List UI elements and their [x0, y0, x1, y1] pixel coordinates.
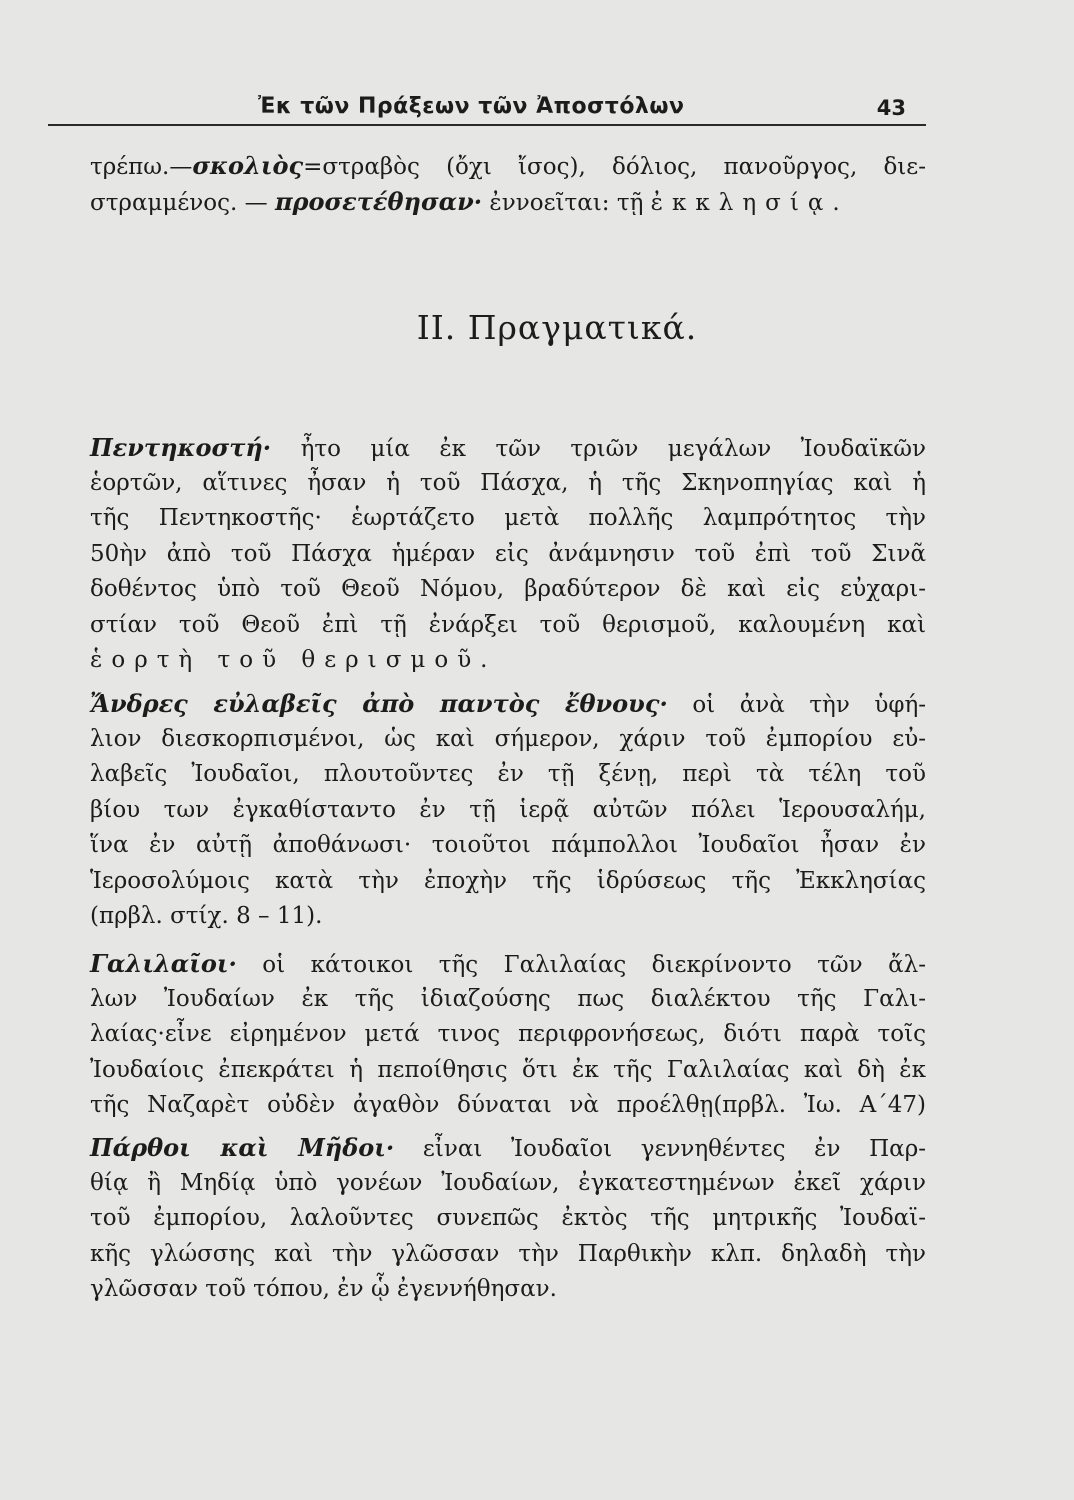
running-title: Ἐκ τῶν Πράξεων τῶν Ἀποστόλων [258, 94, 685, 119]
text-line [90, 686, 926, 722]
text-line: Ἰουδαίοις ἐπεκράτει ἡ πεποίθησις ὅτι ἐκ τῆς Γαλιλαίας καὶ δὴ ἐκ [90, 1056, 926, 1083]
text-line: τῆς Πεντηκοστῆς· ἑωρτάζετο μετὰ πολλῆς λαμπρότητος τὴν [90, 505, 926, 531]
text-line: ἵνα ἐν αὐτῇ ἀποθάνωσι· τοιοῦτοι πάμπολλοι Ἰουδαῖοι ἦσαν ἐν [90, 832, 926, 858]
text-line: λιον διεσκορπισμένοι, ὡς καὶ σήμερον, χάριν τοῦ ἐμπορίου εὐ- [90, 725, 926, 752]
text-line [90, 148, 926, 184]
text-line: ἑορτὴ τοῦ θερισμοῦ. [90, 647, 497, 673]
text-line: στίαν τοῦ Θεοῦ ἐπὶ τῇ ἐνάρξει τοῦ θερισμοῦ, καλουμένη καὶ [90, 611, 926, 638]
text-line: ἑορτῶν, αἵτινες ἦσαν ἡ τοῦ Πάσχα, ἡ τῆς Σκηνοπηγίας καὶ ἡ [90, 469, 926, 496]
text-line: τῆς Ναζαρὲτ οὐδὲν ἀγαθὸν δύναται νὰ προέλθῃ(πρβλ. Ἰω. Α΄47) [90, 1092, 926, 1118]
text-run: ἦτο μία ἐκ τῶν τριῶν μεγάλων Ἰουδαϊκῶν [271, 436, 926, 462]
page-number: 43 [876, 96, 906, 120]
text-line [90, 430, 926, 466]
text-line: λαβεῖς Ἰουδαῖοι, πλουτοῦντες ἐν τῇ ξένῃ, περὶ τὰ τέλη τοῦ [90, 761, 926, 787]
term-pentecost: Πεντηκοστή· [90, 433, 272, 462]
text-line [90, 184, 926, 220]
text-run: τρέπω.— [90, 154, 193, 180]
paragraph-parthians [90, 1130, 926, 1308]
term-devout-men: Ἄνδρες εὐλαβεῖς ἀπὸ παντὸς ἔθνους· [90, 689, 668, 718]
term-galileans: Γαλιλαῖοι· [90, 949, 237, 978]
text-run: =στραβὸς (ὄχι ἴσος), δόλιος, πανοῦργος, διε- [303, 154, 926, 180]
term-skolios: σκολιὸς [192, 151, 304, 180]
term-parthians-medes: Πάρθοι καὶ Μῆδοι· [90, 1133, 395, 1162]
spaced-word: ἐκκλησίᾳ. [650, 189, 849, 216]
text-run: εἶναι Ἰουδαῖοι γεννηθέντες ἐν Παρ- [394, 1136, 926, 1162]
paragraph-galileans [90, 946, 926, 1124]
term-prosetethesan: προσετέθησαν· [274, 186, 483, 216]
text-line: λαίας·εἶνε εἰρημένον μετά τινος περιφρονήσεως, διότι παρὰ τοῖς [90, 1021, 926, 1047]
text-line: 50ὴν ἀπὸ τοῦ Πάσχα ἡμέραν εἰς ἀνάμνησιν τοῦ ἐπὶ τοῦ Σινᾶ [90, 540, 926, 567]
text-run: στραμμένος. — [90, 189, 275, 216]
paragraph-devout-men [90, 686, 926, 935]
intro-block [90, 148, 926, 219]
text-line: Ἱεροσολύμοις κατὰ τὴν ἐποχὴν τῆς ἱδρύσεως τῆς Ἐκκλησίας [90, 867, 926, 894]
text-line [90, 946, 926, 982]
text-run: οἱ ἀνὰ τὴν ὑφή- [667, 692, 926, 718]
text-line: γλῶσσαν τοῦ τόπου, ἐν ᾧ ἐγεννήθησαν. [90, 1276, 557, 1302]
text-line: (πρβλ. στίχ. 8 – 11). [90, 903, 323, 929]
text-run: ἐννοεῖται: τῇ [482, 189, 651, 216]
text-line [90, 1130, 926, 1166]
text-line: δοθέντος ὑπὸ τοῦ Θεοῦ Νόμου, βραδύτερον δὲ καὶ εἰς εὐχαρι- [90, 576, 926, 602]
section-heading: II. Πραγματικά. [416, 308, 698, 347]
text-line: θίᾳ ἢ Μηδίᾳ ὑπὸ γονέων Ἰουδαίων, ἐγκατεστημένων ἐκεῖ χάριν [90, 1169, 926, 1196]
text-line: βίου των ἐγκαθίσταντο ἐν τῇ ἱερᾷ αὐτῶν πόλει Ἱερουσαλήμ, [90, 796, 926, 823]
text-line: λων Ἰουδαίων ἐκ τῆς ἰδιαζούσης πως διαλέκτου τῆς Γαλι- [90, 985, 926, 1012]
text-run: οἱ κάτοικοι τῆς Γαλιλαίας διεκρίνοντο τῶν ἄλ- [236, 952, 926, 978]
text-line: κῆς γλώσσης καὶ τὴν γλῶσσαν τὴν Παρθικὴν κλπ. δηλαδὴ τὴν [90, 1240, 926, 1267]
text-line: τοῦ ἐμπορίου, λαλοῦντες συνεπῶς ἐκτὸς τῆς μητρικῆς Ἰουδαϊ- [90, 1205, 926, 1231]
paragraph-pentecost [90, 430, 926, 679]
page-header [48, 90, 926, 126]
